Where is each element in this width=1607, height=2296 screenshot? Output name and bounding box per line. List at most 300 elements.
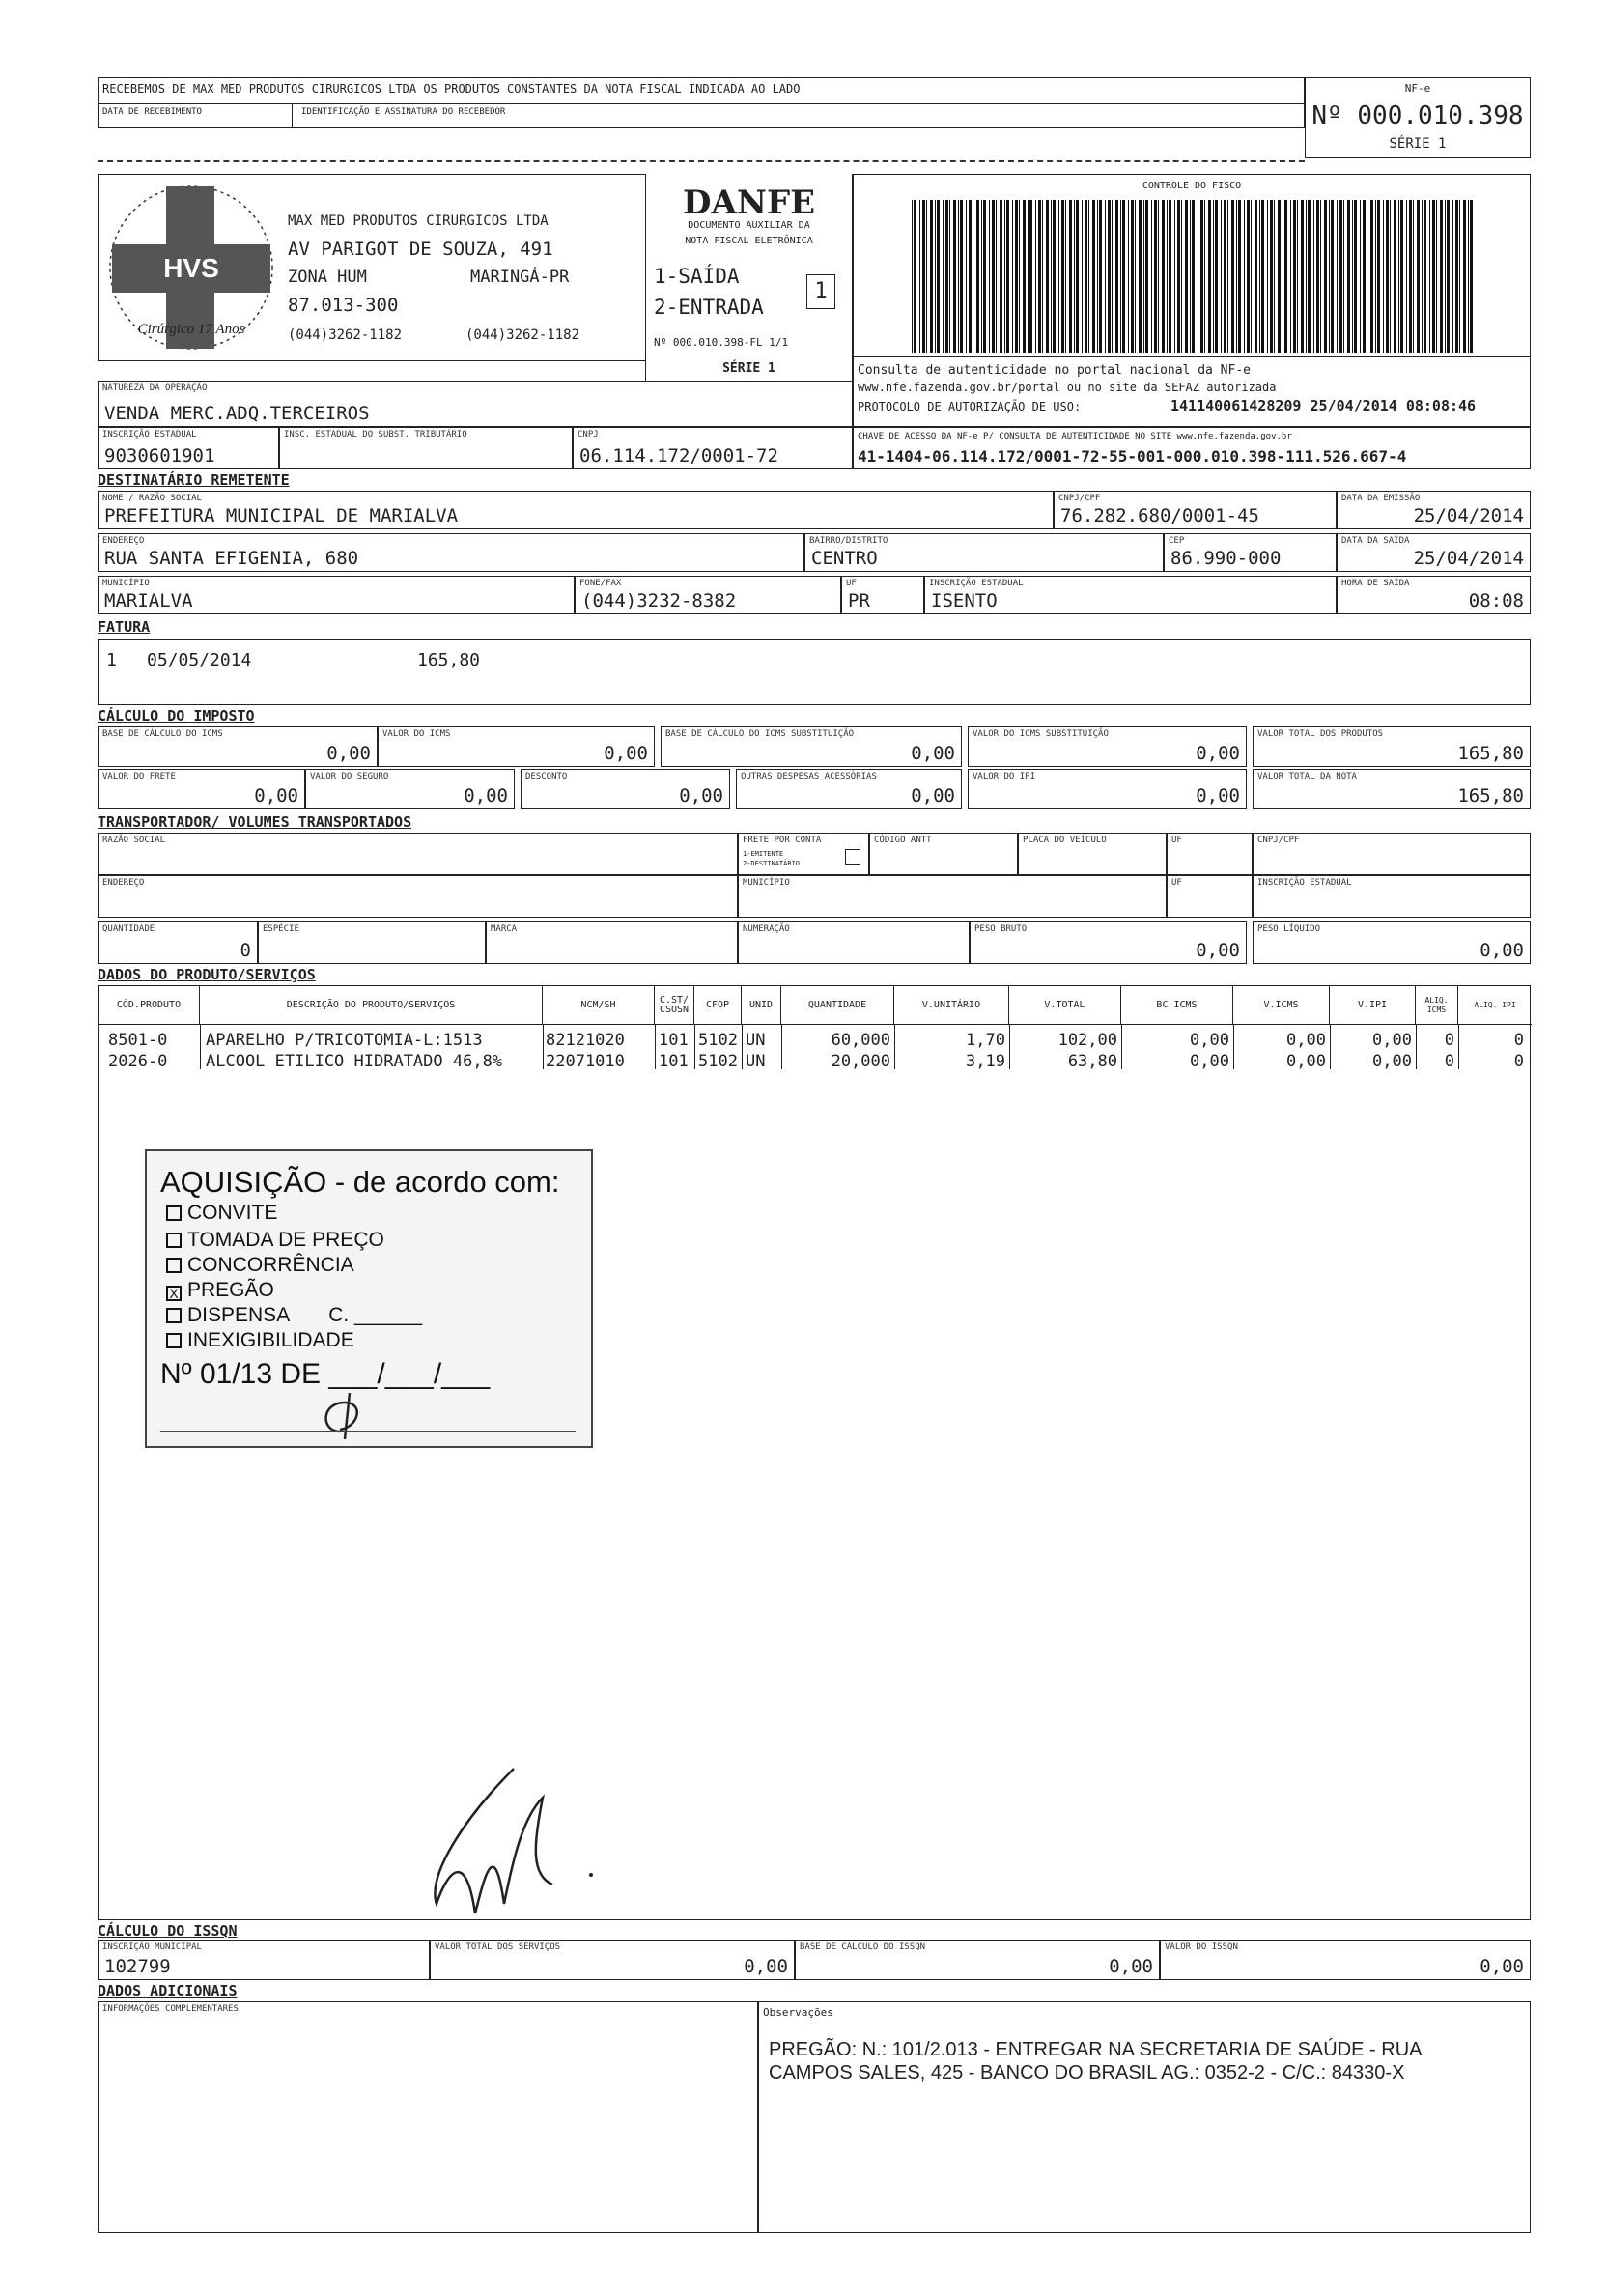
barcode-bar [1038, 200, 1041, 353]
transp-frete-label: FRETE POR CONTA [743, 836, 822, 845]
cnpj-emit-value: 06.114.172/0001-72 [579, 445, 778, 467]
transp-endereco-label: ENDEREÇO [102, 878, 145, 888]
marca-label: MARCA [491, 924, 518, 934]
barcode-bar [1360, 200, 1361, 353]
barcode-bar [1459, 200, 1460, 353]
transp-razao-box [98, 833, 738, 875]
dest-ie-label: INSCRIÇÃO ESTADUAL [929, 579, 1024, 588]
cell-aliq-ipi: 0 [1513, 1031, 1524, 1050]
barcode-bar [1320, 200, 1321, 353]
cell-aliq-icms: 0 [1444, 1031, 1454, 1050]
icms-st-value: 0,00 [1196, 743, 1240, 764]
barcode-bar [1139, 200, 1142, 353]
cell-cst: 101 [659, 1031, 689, 1050]
dest-bairro-label: BAIRRO/DISTRITO [809, 536, 888, 546]
barcode-bar [1452, 200, 1453, 353]
barcode-bar [1088, 200, 1089, 353]
issuer-address: AV PARIGOT DE SOUZA, 491 [288, 239, 553, 260]
logo-ring-text: Cirúrgico 17 Anos [137, 322, 245, 337]
outras-value: 0,00 [911, 785, 955, 807]
dest-cep-label: CEP [1169, 536, 1185, 546]
liquido-label: PESO LÍQUIDO [1257, 924, 1321, 934]
base-st-box [661, 726, 962, 767]
total-nota-value: 165,80 [1457, 785, 1524, 807]
barcode-bar [1145, 200, 1148, 353]
barcode-bar [1343, 200, 1344, 353]
total-nota-label: VALOR TOTAL DA NOTA [1257, 772, 1357, 781]
cell-aliq-ipi: 0 [1513, 1052, 1524, 1071]
th-vtotal: V.TOTAL [1009, 986, 1121, 1025]
protocolo-label: PROTOCOLO DE AUTORIZAÇÃO DE USO: [858, 400, 1082, 413]
issuer-name: MAX MED PRODUTOS CIRURGICOS LTDA [288, 213, 549, 229]
barcode-bar [1447, 200, 1450, 353]
issuer-city: MARINGÁ-PR [470, 268, 570, 287]
iest-box [279, 427, 573, 469]
nfe-number: Nº 000.010.398 [1311, 101, 1524, 130]
barcode-bar [981, 200, 982, 353]
total-prod-value: 165,80 [1457, 743, 1524, 764]
danfe-type-box: 1 [806, 274, 835, 309]
barcode-bar [1208, 200, 1211, 353]
qtd-box [98, 921, 258, 964]
transp-ie-label: INSCRIÇÃO ESTADUAL [1257, 878, 1352, 888]
cell-bc-icms: 0,00 [1190, 1031, 1229, 1050]
outras-label: OUTRAS DESPESAS ACESSÓRIAS [741, 772, 877, 781]
bruto-label: PESO BRUTO [974, 924, 1028, 934]
th-cst: C.ST/ CSOSN [655, 986, 694, 1025]
fisco-box [853, 174, 1531, 357]
barcode-bar [1251, 200, 1252, 353]
transp-uf-box [1167, 833, 1253, 875]
marca-box [486, 921, 738, 964]
receipt-strip [98, 77, 1305, 128]
barcode-bar [1221, 200, 1222, 353]
barcode-bar [1293, 200, 1296, 353]
liquido-value: 0,00 [1480, 940, 1524, 961]
cell-desc: APARELHO P/TRICOTOMIA-L:1513 [206, 1031, 483, 1050]
barcode-bar [976, 200, 979, 353]
total-prod-box [1253, 726, 1531, 767]
barcode-bar [1463, 200, 1466, 353]
barcode-bar [1065, 200, 1066, 353]
danfe-entrada: 2-ENTRADA [654, 296, 764, 319]
icms-value: 0,00 [604, 743, 648, 764]
icms-st-label: VALOR DO ICMS SUBSTITUIÇÃO [973, 729, 1109, 739]
barcode-bar [953, 200, 956, 353]
qtd-value: 0 [240, 940, 251, 961]
barcode-bar [1015, 200, 1018, 353]
issqn-base-value: 0,00 [1109, 1956, 1153, 1977]
cell-aliq-icms: 0 [1444, 1052, 1454, 1071]
barcode-bar [1012, 200, 1013, 353]
barcode-bar [1185, 200, 1188, 353]
barcode-bar [1085, 200, 1087, 353]
barcode-bar [1375, 200, 1376, 353]
checkbox-icon [166, 1205, 182, 1221]
liquido-box [1253, 921, 1531, 964]
danfe-subtitle1: DOCUMENTO AUXILIAR DA [688, 220, 810, 231]
issqn-section: CÁLCULO DO ISSQN [98, 1922, 238, 1940]
barcode-bar [989, 200, 990, 353]
numeracao-box [738, 921, 970, 964]
natureza-box [98, 381, 853, 427]
barcode-bar [1029, 200, 1032, 353]
total-prod-label: VALOR TOTAL DOS PRODUTOS [1257, 729, 1384, 739]
barcode-bar [960, 200, 963, 353]
barcode-bar [1297, 200, 1298, 353]
checkbox-checked-icon: X [166, 1286, 182, 1301]
barcode-bar [914, 200, 916, 353]
barcode-bar [1097, 200, 1098, 353]
transp-uf2-label: UF [1171, 878, 1182, 888]
barcode-bar [937, 200, 940, 353]
dest-bairro-value: CENTRO [811, 548, 878, 569]
im-label: INSCRIÇÃO MUNICIPAL [102, 1942, 202, 1952]
stamp-item-dispensa: DISPENSA C. ______ [166, 1304, 422, 1327]
barcode-bar [1436, 200, 1437, 353]
products-section: DADOS DO PRODUTO/SERVIÇOS [98, 966, 316, 983]
placa-box [1018, 833, 1167, 875]
th-v-ipi: V.IPI [1330, 986, 1416, 1025]
issqn-valor-value: 0,00 [1480, 1956, 1524, 1977]
th-ncm: NCM/SH [543, 986, 655, 1025]
barcode-bar [1213, 200, 1214, 353]
adicionais-section: DADOS ADICIONAIS [98, 1982, 238, 1999]
dest-cnpj-label: CNPJ/CPF [1058, 494, 1101, 503]
barcode-bar [1370, 200, 1373, 353]
barcode-bar [1363, 200, 1366, 353]
bruto-box [970, 921, 1247, 964]
transp-frete-box [738, 833, 869, 875]
barcode-bar [912, 200, 913, 353]
cell-v-icms: 0,00 [1286, 1052, 1326, 1071]
nfe-serie: SÉRIE 1 [1389, 136, 1447, 152]
obs-box [758, 2001, 1531, 2233]
barcode-bar [1468, 200, 1469, 353]
total-serv-label: VALOR TOTAL DOS SERVIÇOS [435, 1942, 561, 1952]
barcode-bar [1290, 200, 1291, 353]
transp-uf2-box [1167, 875, 1253, 918]
receipt-date-label: DATA DE RECEBIMENTO [102, 107, 202, 117]
barcode-bar [1105, 200, 1106, 353]
barcode-bar [1255, 200, 1257, 353]
barcode-bar [1224, 200, 1226, 353]
barcode-bar [930, 200, 933, 353]
emissao-value: 25/04/2014 [1413, 505, 1524, 526]
barcode-bar [1377, 200, 1380, 353]
barcode-bar [1267, 200, 1268, 353]
fatura-box [98, 639, 1531, 705]
desconto-label: DESCONTO [525, 772, 568, 781]
barcode-bar [1177, 200, 1180, 353]
barcode-bar [1122, 200, 1125, 353]
stamp-item-inexigibilidade: INEXIGIBILIDADE [166, 1329, 354, 1352]
th-bc-icms: BC ICMS [1121, 986, 1233, 1025]
dest-name-box [98, 491, 1054, 529]
barcode-bar [945, 200, 948, 353]
fatura-value: 165,80 [417, 650, 481, 670]
barcode-bar [996, 200, 997, 353]
barcode-bar [1394, 200, 1396, 353]
base-st-value: 0,00 [911, 743, 955, 764]
dest-fone-label: FONE/FAX [579, 579, 622, 588]
barcode-bar [1261, 200, 1264, 353]
stamp-item-pregao: X PREGÃO [166, 1279, 274, 1302]
barcode-bar [1131, 200, 1134, 353]
barcode-bar [1046, 200, 1049, 353]
barcode-bar [1406, 200, 1407, 353]
base-icms-label: BASE DE CÁLCULO DO ICMS [102, 729, 223, 739]
barcode-bar [1092, 200, 1095, 353]
danfe-subtitle2: NOTA FISCAL ELETRÔNICA [685, 236, 813, 246]
issqn-valor-box [1160, 1940, 1531, 1980]
danfe-number: Nº 000.010.398-FL 1/1 [654, 336, 789, 349]
dest-uf-box [841, 576, 924, 614]
especie-box [258, 921, 486, 964]
barcode-bar [926, 200, 927, 353]
barcode-bar [1019, 200, 1020, 353]
cell-desc: ALCOOL ETILICO HIDRATADO 46,8% [206, 1052, 503, 1071]
barcode-bar [1135, 200, 1136, 353]
barcode-bar [1440, 200, 1443, 353]
nfe-label: NF-e [1404, 82, 1431, 95]
transp-endereco-box [98, 875, 738, 918]
im-box [98, 1940, 430, 1980]
transp-municipio-box [738, 875, 1167, 918]
barcode-bar [1035, 200, 1036, 353]
natureza-label: NATUREZA DA OPERAÇÃO [102, 383, 208, 393]
issuer-phone2: (044)3262-1182 [465, 327, 580, 343]
frete-label: VALOR DO FRETE [102, 772, 176, 781]
checkbox-icon [166, 1308, 182, 1323]
barcode-bar [1244, 200, 1245, 353]
barcode-bar [1069, 200, 1072, 353]
icms-st-box [968, 726, 1247, 767]
barcode-bar [983, 200, 986, 353]
issqn-base-label: BASE DE CÁLCULO DO ISSQN [800, 1942, 926, 1952]
cell-qtd: 20,000 [831, 1052, 890, 1071]
barcode-bar [1023, 200, 1026, 353]
th-cod: CÓD.PRODUTO [99, 986, 200, 1025]
products-table [98, 985, 1531, 1920]
barcode-bar [1390, 200, 1391, 353]
saida-box [1337, 533, 1531, 572]
barcode-bar [1284, 200, 1287, 353]
dest-name-label: NOME / RAZÃO SOCIAL [102, 494, 202, 503]
barcode-bar [1082, 200, 1083, 353]
dest-bairro-box [804, 533, 1164, 572]
outras-box [736, 769, 962, 809]
obs-line1: PREGÃO: N.: 101/2.013 - ENTREGAR NA SECRETARIA DE SAÚDE - RUA [769, 2039, 1423, 2060]
dest-endereco-label: ENDEREÇO [102, 536, 145, 546]
stamp-item-concorrencia: CONCORRÊNCIA [166, 1254, 354, 1277]
stamp-item-convite: CONVITE [166, 1202, 277, 1225]
barcode-bar [1162, 200, 1165, 353]
issuer-box [98, 174, 645, 361]
barcode-bar [1316, 200, 1319, 353]
barcode-bar [1167, 200, 1168, 353]
barcode-bar [1417, 200, 1420, 353]
barcode-bar [1000, 200, 1002, 353]
transp-razao-label: RAZÃO SOCIAL [102, 836, 166, 845]
cell-v-ipi: 0,00 [1372, 1031, 1412, 1050]
chave-value: 41-1404-06.114.172/0001-72-55-001-000.010.398-111.526.667-4 [858, 447, 1407, 466]
barcode-bar [992, 200, 995, 353]
barcode-bar [943, 200, 944, 353]
th-unid: UNID [742, 986, 781, 1025]
dest-uf-value: PR [848, 590, 870, 611]
barcode-bar [1398, 200, 1399, 353]
base-icms-box [98, 726, 378, 767]
barcode-bar [969, 200, 972, 353]
barcode-bar [1352, 200, 1353, 353]
barcode-bar [1158, 200, 1159, 353]
transp-municipio-label: MUNICÍPIO [743, 878, 790, 888]
ipi-box [968, 769, 1247, 809]
cell-ncm: 22071010 [546, 1052, 625, 1071]
numeracao-label: NUMERAÇÃO [743, 924, 790, 934]
im-value: 102799 [104, 1956, 171, 1977]
barcode [912, 200, 1477, 353]
emissao-box [1337, 491, 1531, 529]
transp-uf-label: UF [1171, 836, 1182, 845]
barcode-bar [1004, 200, 1005, 353]
th-v-icms: V.ICMS [1233, 986, 1330, 1025]
issuer-cep: 87.013-300 [288, 295, 399, 316]
cell-vtotal: 63,80 [1067, 1052, 1117, 1071]
fisco-consulta-box [853, 357, 1531, 427]
dest-name-value: PREFEITURA MUNICIPAL DE MARIALVA [104, 505, 459, 526]
antt-label: CÓDIGO ANTT [874, 836, 932, 845]
obs-label: Observações [763, 2006, 833, 2019]
barcode-bar [935, 200, 936, 353]
barcode-bar [1383, 200, 1384, 353]
barcode-bar [919, 200, 920, 353]
fatura-section: FATURA [98, 618, 151, 636]
barcode-bar [1108, 200, 1111, 353]
fatura-num: 1 [106, 650, 117, 670]
barcode-bar [1215, 200, 1218, 353]
barcode-bar [1429, 200, 1430, 353]
barcode-bar [1422, 200, 1423, 353]
issuer-logo [104, 179, 278, 357]
danfe-saida: 1-SAÍDA [654, 265, 740, 288]
dest-cep-box [1164, 533, 1337, 572]
barcode-bar [1151, 200, 1152, 353]
fisco-consulta2: www.nfe.fazenda.gov.br/portal ou no site da SEFAZ autorizada [858, 381, 1277, 394]
barcode-bar [1204, 200, 1205, 353]
stamp-item-tomada: TOMADA DE PREÇO [166, 1229, 384, 1252]
receipt-statement: RECEBEMOS DE MAX MED PRODUTOS CIRURGICOS LTDA OS PRODUTOS CONSTANTES DA NOTA FISCAL INDICADA AO LADO [102, 82, 801, 96]
barcode-bar [1247, 200, 1250, 353]
frete-opt1: 1-EMITENTE [743, 850, 784, 858]
issqn-base-box [795, 1940, 1160, 1980]
frete-value: 0,00 [254, 785, 298, 807]
issuer-phone1: (044)3262-1182 [288, 327, 403, 343]
barcode-bar [1236, 200, 1237, 353]
frete-checkbox[interactable] [845, 849, 860, 865]
natureza-value: VENDA MERC.ADQ.TERCEIROS [104, 403, 370, 424]
dest-fone-box [575, 576, 841, 614]
barcode-bar [966, 200, 967, 353]
receipt-sign-label: IDENTIFICAÇÃO E ASSINATURA DO RECEBEDOR [301, 107, 506, 117]
barcode-bar [1076, 200, 1079, 353]
cnpj-emit-label: CNPJ [578, 430, 599, 439]
dest-endereco-box [98, 533, 804, 572]
barcode-bar [1386, 200, 1389, 353]
cell-unid: UN [746, 1031, 766, 1050]
th-qtd: QUANTIDADE [781, 986, 894, 1025]
chave-label: CHAVE DE ACESSO DA NF-e P/ CONSULTA DE AUTENTICIDADE NO SITE www.nfe.fazenda.gov.br [858, 432, 1292, 441]
protocolo-value: 141140061428209 25/04/2014 08:08:46 [1170, 397, 1477, 414]
barcode-bar [1339, 200, 1342, 353]
barcode-bar [1308, 200, 1311, 353]
barcode-bar [1337, 200, 1338, 353]
cell-vunit: 1,70 [966, 1031, 1005, 1050]
fisco-consulta1: Consulta de autenticidade no portal nacional da NF-e [858, 363, 1251, 378]
iest-label: INSC. ESTADUAL DO SUBST. TRIBUTÁRIO [284, 430, 467, 439]
barcode-bar [1231, 200, 1234, 353]
dest-uf-label: UF [846, 579, 857, 588]
ie-value: 9030601901 [104, 445, 215, 467]
icms-box [378, 726, 655, 767]
barcode-bar [1169, 200, 1171, 353]
products-header [99, 986, 1532, 1025]
seguro-value: 0,00 [464, 785, 508, 807]
transport-section: TRANSPORTADOR/ VOLUMES TRANSPORTADOS [98, 813, 412, 831]
th-cfop: CFOP [694, 986, 742, 1025]
dest-municipio-box [98, 576, 575, 614]
hora-box [1337, 576, 1531, 614]
seguro-box [305, 769, 515, 809]
logo-text: HVS [163, 253, 219, 283]
dest-cep-value: 86.990-000 [1170, 548, 1282, 569]
barcode-bar [1174, 200, 1175, 353]
barcode-bar [958, 200, 959, 353]
issuer-district: ZONA HUM [288, 268, 367, 287]
bruto-value: 0,00 [1196, 940, 1240, 961]
stamp-title: AQUISIÇÃO - de acordo com: [160, 1165, 560, 1199]
desconto-box [521, 769, 730, 809]
saida-label: DATA DA SAÍDA [1341, 536, 1410, 546]
hora-label: HORA DE SAÍDA [1341, 579, 1410, 588]
base-st-label: BASE DE CÁLCULO DO ICMS SUBSTITUIÇÃO [665, 729, 855, 739]
icms-label: VALOR DO ICMS [382, 729, 451, 739]
receipt-nfe-box [1305, 77, 1531, 158]
barcode-bar [1190, 200, 1191, 353]
placa-label: PLACA DO VEÍCULO [1023, 836, 1107, 845]
imposto-section: CÁLCULO DO IMPOSTO [98, 707, 255, 724]
stamp-initials [301, 1393, 388, 1441]
ipi-label: VALOR DO IPI [973, 772, 1036, 781]
handwritten-signature [408, 1759, 601, 1923]
info-label: INFORMAÇÕES COMPLEMENTARES [102, 2004, 239, 2014]
barcode-bar [1278, 200, 1281, 353]
total-serv-value: 0,00 [744, 1956, 788, 1977]
barcode-bar [1200, 200, 1203, 353]
barcode-bar [1259, 200, 1260, 353]
barcode-bar [1347, 200, 1350, 353]
fatura-date: 05/05/2014 [147, 650, 252, 670]
cell-vtotal: 102,00 [1057, 1031, 1117, 1050]
barcode-bar [949, 200, 950, 353]
barcode-bar [1227, 200, 1228, 353]
checkbox-icon [166, 1333, 182, 1348]
especie-label: ESPÉCIE [263, 924, 299, 934]
barcode-bar [1413, 200, 1414, 353]
barcode-bar [1331, 200, 1334, 353]
table-row [99, 1031, 1532, 1052]
